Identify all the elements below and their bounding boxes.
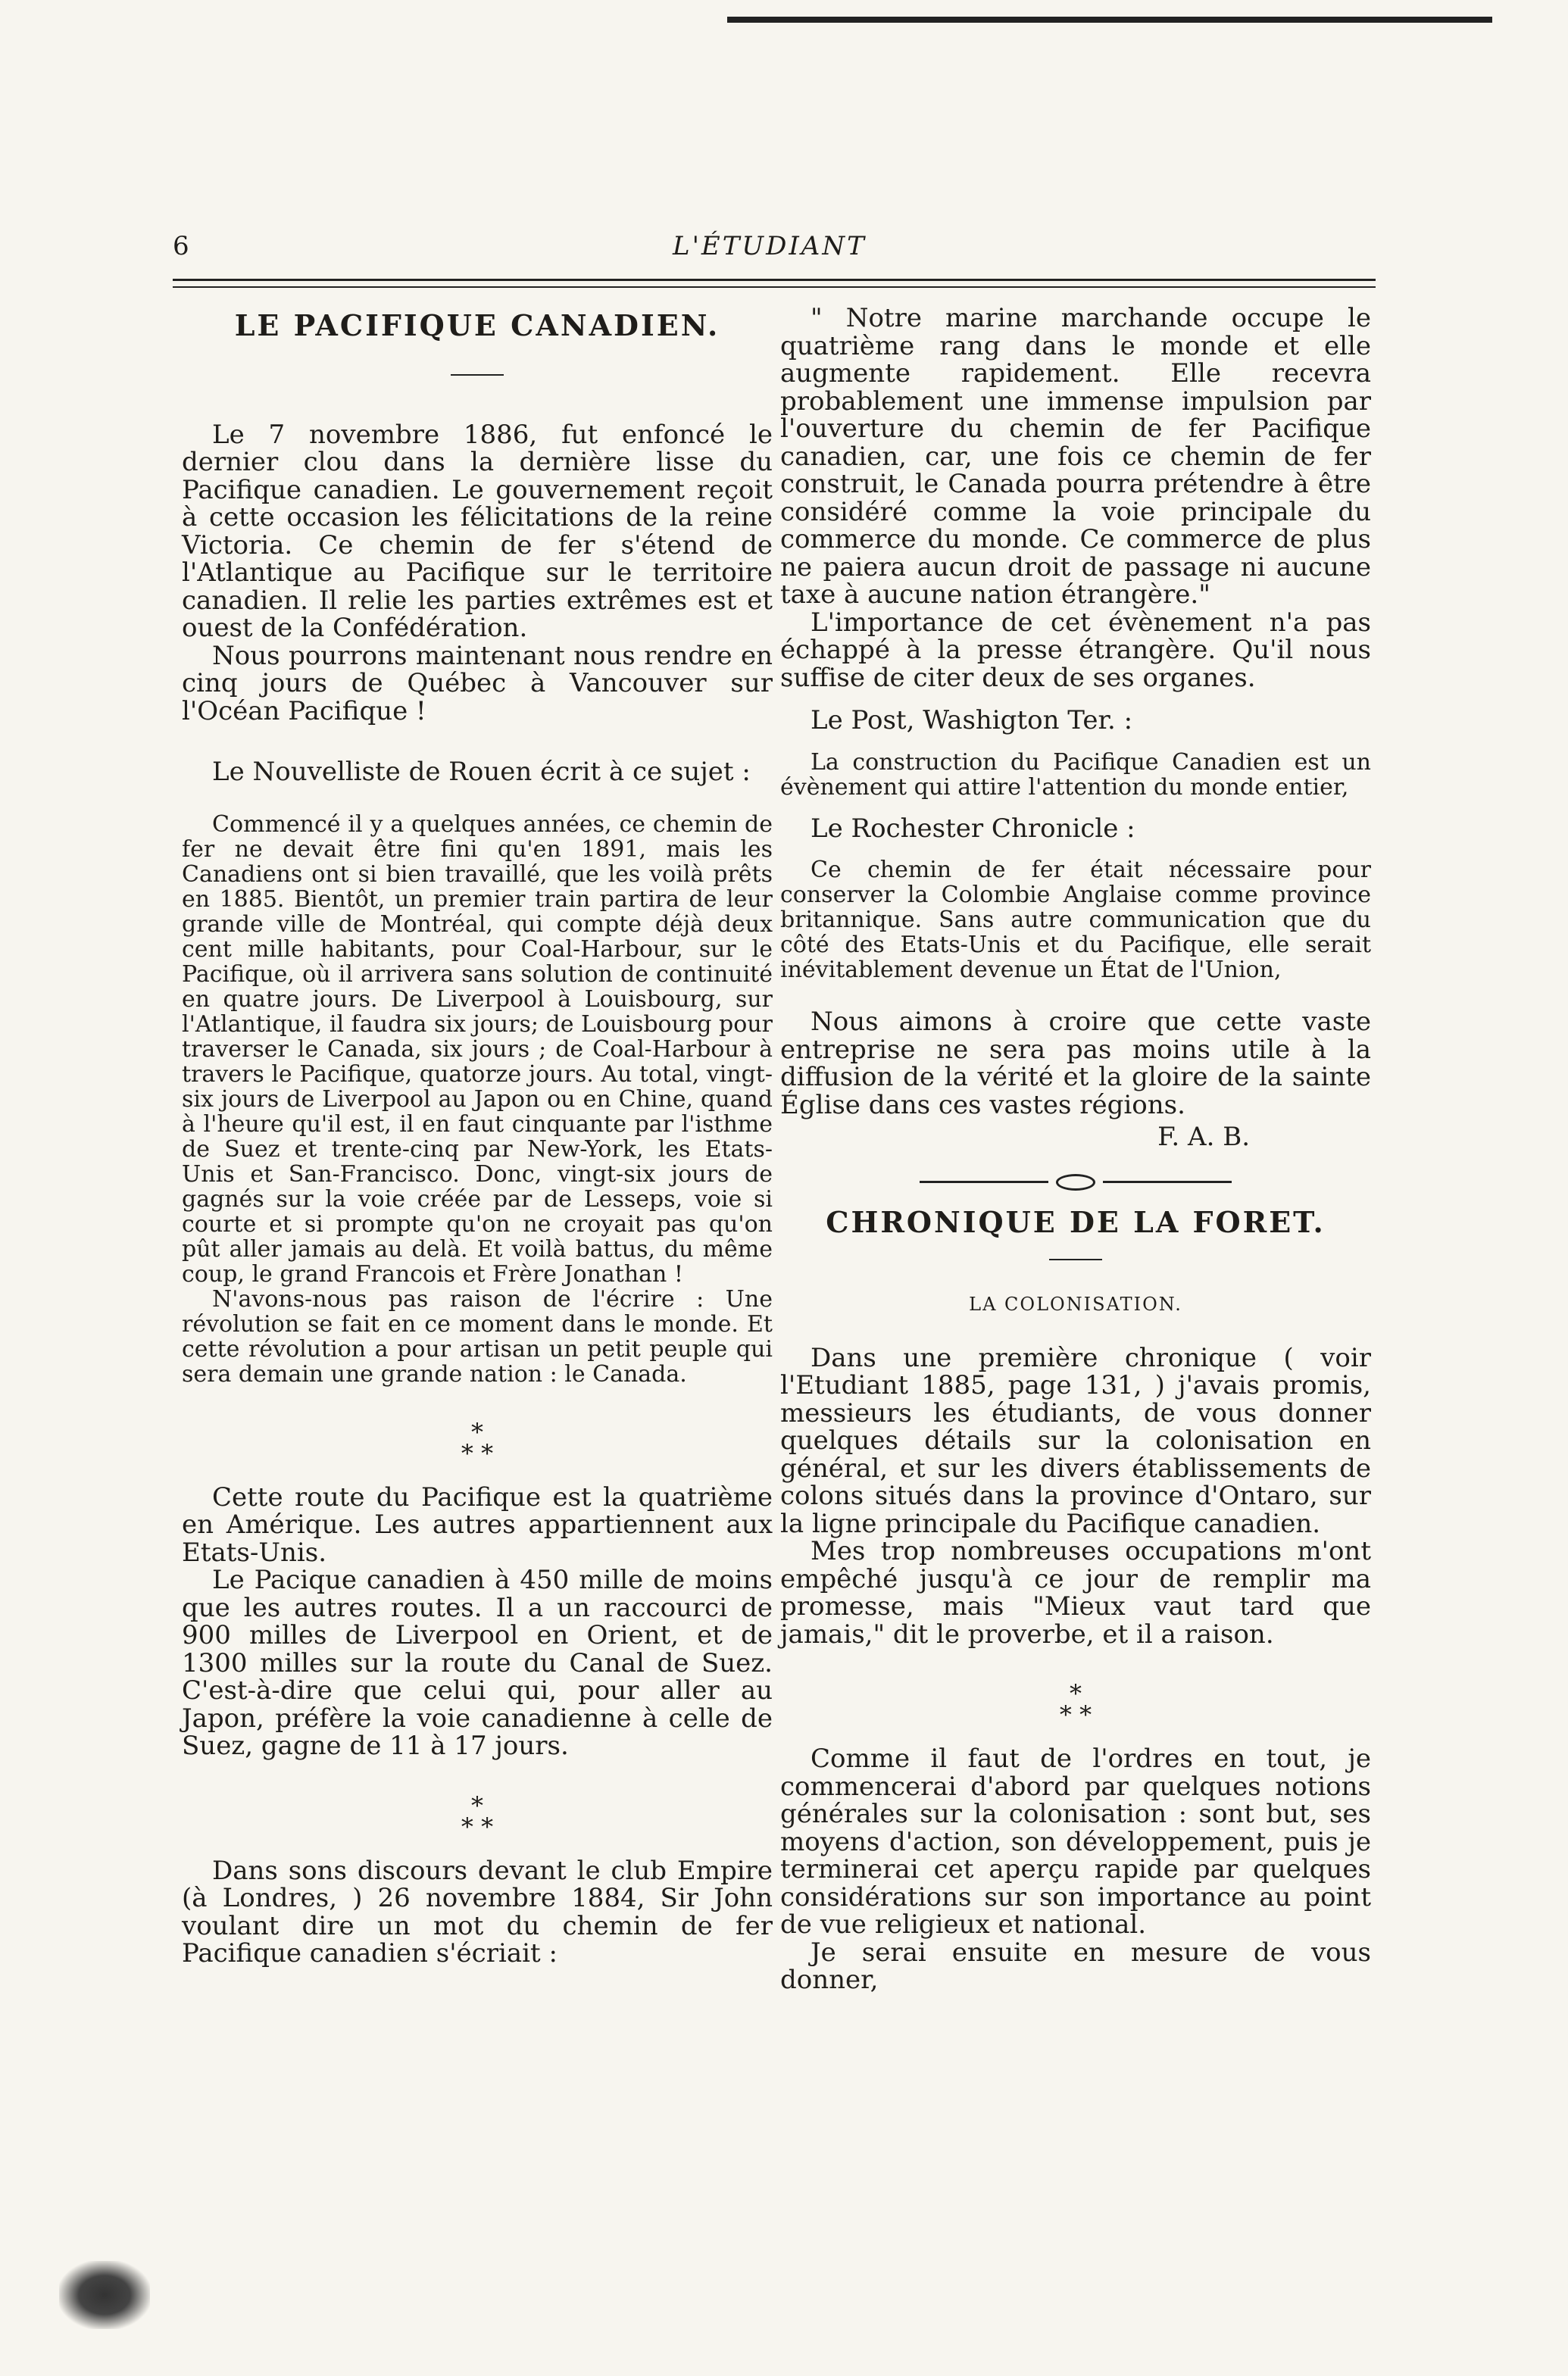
- paragraph: Cette route du Pacifique est la quatrième en Amérique. Les autres appartiennent aux Etats-Unis.: [182, 1481, 773, 1568]
- paragraph: Comme il faut de l'ordres en tout, je commencerai d'abord par quelques notions générales sur la colonisation : sont but, ses moyens d'action, son développement, puis je terminerai cet aperçu rapide par quelques considérations sur son importance au point de vue religieux et national.: [780, 1744, 1371, 1940]
- paragraph: Nous aimons à croire que cette vaste entreprise ne sera pas moins utile à la diffusion de la vérité et la gloire de la sainte Église dans ces vastes régions.: [780, 1007, 1371, 1120]
- quotation: Ce chemin de fer était nécessaire pour conserver la Colombie Anglaise comme province britannique. Sans autre communication que du côté des Etats-Unis et du Pacifique, elle serait inévitablement devenue un État de l'Union,: [780, 857, 1371, 983]
- running-title: L'ÉTUDIANT: [673, 231, 867, 261]
- paragraph: Mes trop nombreuses occupations m'ont empêché jusqu'à ce jour de remplir ma promesse, mais "Mieux vaut tard que jamais," dit le proverbe, et il a raison.: [780, 1536, 1371, 1650]
- paragraph: Le Nouvelliste de Rouen écrit à ce sujet :: [212, 757, 751, 787]
- paragraph: Nous pourrons maintenant nous rendre en cinq jours de Québec à Vancouver sur l'Océan Pacifique !: [182, 640, 773, 726]
- quotation: La construction du Pacifique Canadien est un évènement qui attire l'attention du monde entier,: [780, 748, 1371, 801]
- source-label: Le Post, Washigton Ter. :: [811, 705, 1133, 735]
- ornamental-divider: [780, 1174, 1371, 1191]
- asterism: * * *: [461, 1417, 494, 1468]
- article-heading: LE PACIFIQUE CANADIEN.: [234, 308, 720, 342]
- paragraph: Le 7 novembre 1886, fut enfoncé le dernier clou dans la dernière lisse du Pacifique canadien. Le gouvernement reçoit à cette occasion les félicitations de la reine Victoria. Ce chemin de fer s'étend de l'Atlantique au Pacifique sur le territoire canadien. Il relie les parties extrêmes est et ouest de la Confédération.: [182, 419, 773, 643]
- paragraph: Le Pacique canadien à 450 mille de moins que les autres routes. Il a un raccourci de 900 milles de Liverpool en Orient, et de 1300 milles sur la route du Canal de Suez. C'est-à-dire que celui qui, pour aller au Japon, préfère la voie canadienne à celle de Suez, gagne de 11 à 17 jours.: [182, 1565, 773, 1761]
- ink-blot: [59, 2261, 150, 2329]
- asterism: * * *: [461, 1791, 494, 1841]
- quotation: Commencé il y a quelques années, ce chemin de fer ne devait être fini qu'en 1891, mais les Canadiens ont si bien travaillé, que les voilà prêts en 1885. Bientôt, un premier train partira de leur grande ville de Montréal, qui compte déjà deux cent mille habitants, pour Coal-Harbour, sur le Pacifique, où il arrivera sans solution de continuité en quatre jours. De Liverpool à Louisbourg, sur l'Atlantique, il faudra six jours; de Louisbourg pour traverser le Canada, six jours ; de Coal-Harbour à travers le Pacifique, quatorze jours. Au total, vingt-six jours de Liverpool au Japon ou en Chine, quand à l'heure qu'il est, il en faut cinquante par l'isthme de Suez et trente-cinq par New-York, les Etats-Unis et San-Francisco. Donc, vingt-six jours de gagnés sur la voie créée par de Lesseps, voie si courte et si prompte qu'on ne croyait pas qu'on pût aller jamais au delà. Et voilà battus, du même coup, le grand Francois et Frère Jonathan !: [182, 810, 773, 1288]
- paragraph: L'importance de cet évènement n'a pas échappé à la presse étrangère. Qu'il nous suffise de citer deux de ses organes.: [780, 607, 1371, 693]
- signature: F. A. B.: [1157, 1122, 1250, 1152]
- source-label: Le Rochester Chronicle :: [811, 813, 1135, 844]
- top-border-rule: [727, 17, 1492, 23]
- paragraph: Je serai ensuite en mesure de vous donner,: [780, 1937, 1371, 1995]
- short-rule: [451, 374, 504, 376]
- header-rule-thin: [173, 286, 1376, 288]
- page-number: 6: [173, 231, 189, 261]
- section-subheading: LA COLONISATION.: [969, 1294, 1182, 1315]
- short-rule: [1049, 1259, 1102, 1260]
- page-header: [173, 231, 1376, 269]
- header-rule: [173, 279, 1376, 281]
- paragraph: Dans une première chronique ( voir l'Etudiant 1885, page 131, ) j'avais promis, messieurs les étudiants, de vous donner quelques détails sur la colonisation en général, et sur les divers établissements de colons situés dans la province d'Ontaro, sur la ligne principale du Pacifique canadien.: [780, 1342, 1371, 1539]
- quotation: " Notre marine marchande occupe le quatrième rang dans le monde et elle augmente rapidement. Elle recevra probablement une immense impulsion par l'ouverture du chemin de fer Pacifique canadien, car, une fois ce chemin de fer construit, le Canada pourra prétendre à être considéré comme la voie principale du commerce du monde. Ce commerce de plus ne paiera aucun droit de passage ni aucune taxe à aucune nation étrangère.": [780, 303, 1371, 610]
- paragraph: Dans sons discours devant le club Empire (à Londres, ) 26 novembre 1884, Sir John voulant dire un mot du chemin de fer Pacifique canadien s'écriait :: [182, 1855, 773, 1969]
- left-column: [182, 304, 773, 1968]
- article-heading: CHRONIQUE DE LA FORET.: [826, 1204, 1326, 1239]
- right-column: [780, 304, 1371, 1994]
- asterism: * * *: [1059, 1679, 1092, 1729]
- quotation: N'avons-nous pas raison de l'écrire : Une révolution se fait en ce moment dans le monde. Et cette révolution a pour artisan un petit peuple qui sera demain une grande nation : le Canada.: [182, 1285, 773, 1388]
